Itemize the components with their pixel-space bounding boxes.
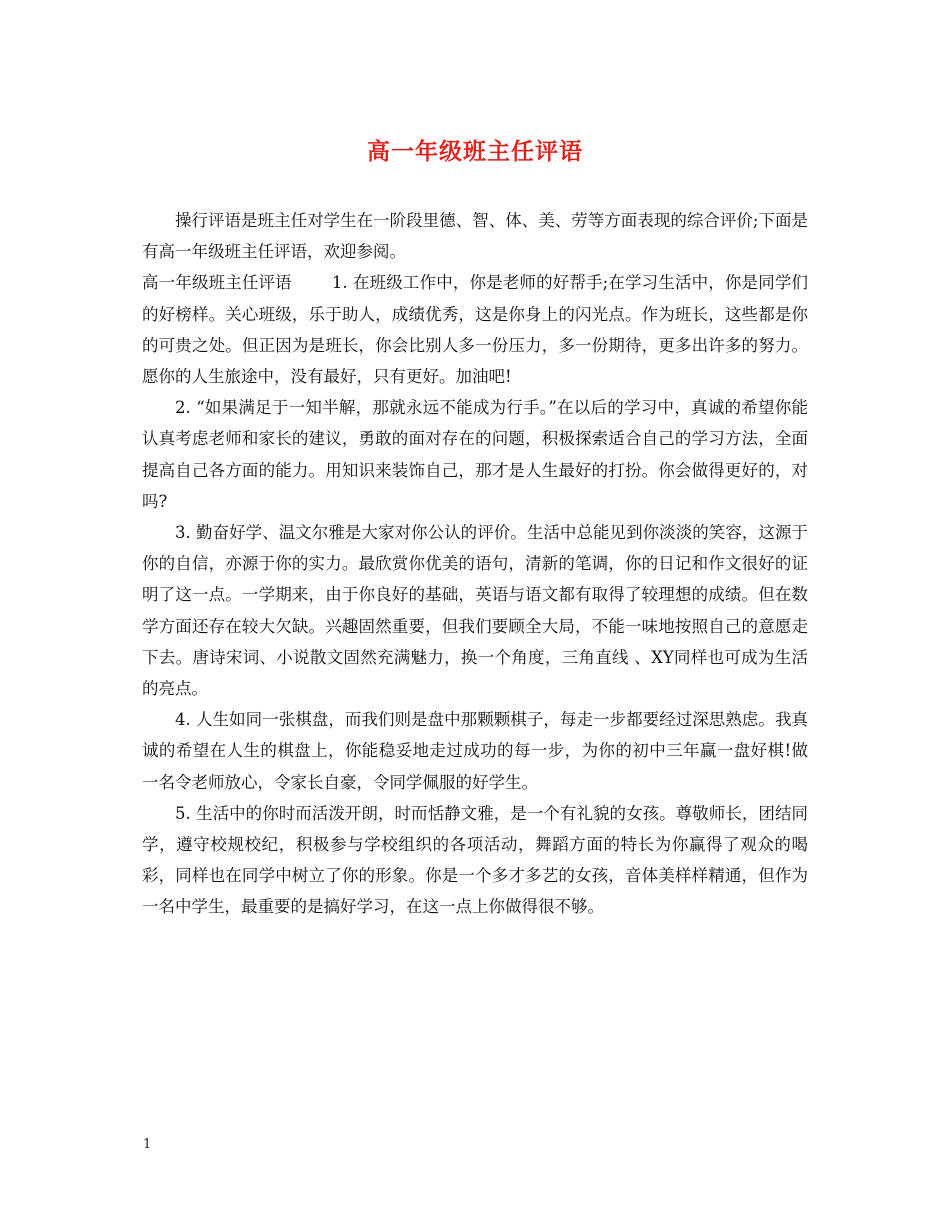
- comment-4-paragraph: 4. 人生如同一张棋盘，而我们则是盘中那颗颗棋子，每走一步都要经过深思熟虑。我真诚的希望在人生的棋盘上，你能稳妥地走过成功的每一步，为你的初中三年赢一盘好棋!做一名令老师放心，令家长自豪，令同学佩服的好学生。: [142, 710, 808, 792]
- comment-2-paragraph: 2. “如果满足于一知半解，那就永远不能成为行手。”在以后的学习中，真诚的希望你能认真考虑老师和家长的建议，勇敢的面对存在的问题，积极探索适合自己的学习方法，全面提高自己各方面的能力。用知识来装饰自己，那才是人生最好的打扮。你会做得更好的，对吗?: [142, 398, 808, 511]
- comment-1-paragraph: [142, 267, 808, 392]
- comment-5-paragraph: 5. 生活中的你时而活泼开朗，时而恬静文雅，是一个有礼貌的女孩。尊敬师长，团结同学，遵守校规校纪，积极参与学校组织的各项活动，舞蹈方面的特长为你赢得了观众的喝彩，同样也在同学中树立了你的形象。你是一个多才多艺的女孩，音体美样样精通，但作为一名中学生，最重要的是搞好学习，在这一点上你做得很不够。: [142, 803, 808, 917]
- page-number: 1: [143, 1137, 152, 1152]
- document-body: [142, 205, 808, 923]
- comment-3-paragraph: 3. 勤奋好学、温文尔雅是大家对你公认的评价。生活中总能见到你淡淡的笑容，这源于你的自信，亦源于你的实力。最欣赏你优美的语句，清新的笔调，你的日记和作文很好的证明了这一点。一学期来，由于你良好的基础，英语与语文都有取得了较理想的成绩。但在数学方面还存在较大欠缺。兴趣固然重要，但我们要顾全大局，不能一味地按照自己的意愿走下去。唐诗宋词、小说散文固然充满魅力，换一个角度，三角直线 、XY同样也可成为生活的亮点。: [142, 523, 808, 699]
- intro-paragraph: 操行评语是班主任对学生在一阶段里德、智、体、美、劳等方面表现的综合评价;下面是有高一年级班主任评语，欢迎参阅。: [142, 211, 808, 262]
- comment-1-text: 1. 在班级工作中，你是老师的好帮手;在学习生活中，你是同学们的好榜样。关心班级，乐于助人，成绩优秀，这是你身上的闪光点。作为班长，这些都是你的可贵之处。但正因为是班长，你会比别人多一份压力，多一份期待，更多出许多的努力。愿你的人生旅途中，没有最好，只有更好。加油吧!: [142, 273, 809, 387]
- document-title: 高一年级班主任评语: [367, 138, 583, 165]
- section-heading: 高一年级班主任评语: [142, 273, 292, 293]
